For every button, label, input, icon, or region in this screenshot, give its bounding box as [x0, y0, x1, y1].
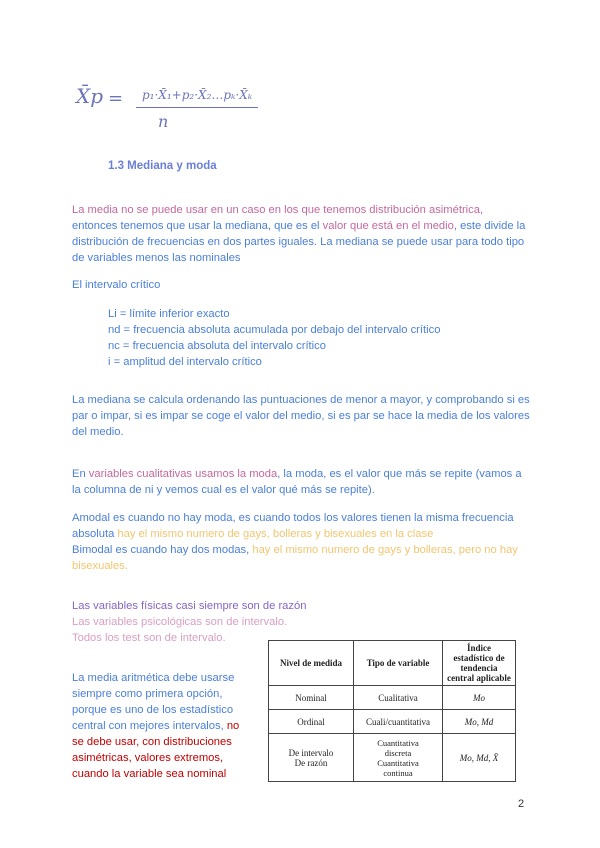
formula-numerator: p₁·X̄₁+p₂·X̄₂…pₖ·X̄ₖ: [142, 88, 253, 102]
tendencia-central-table: [268, 640, 516, 782]
formula-eq: =: [108, 88, 124, 109]
cell-nivel: [269, 734, 354, 782]
text: distribución de frecuencias en dos partes iguales. La mediana se puede usar para todo tipo: [72, 236, 525, 248]
cell-indice: Mo: [443, 686, 516, 710]
formula-denominator: n: [158, 112, 169, 131]
weighted-mean-formula: [70, 80, 290, 130]
intervalo-title: El intervalo crítico: [72, 279, 161, 291]
cell-indice: Mo, Md: [443, 710, 516, 734]
table-header-row: [269, 641, 516, 686]
header-indice: Índice estadístico de tendencia central aplicable: [443, 641, 516, 686]
cell-line: continua: [383, 767, 413, 778]
cell-line: Cuantitativa: [377, 737, 419, 748]
highlight-text: valor que está en el medio: [322, 220, 454, 232]
formula-lhs: X̄p: [76, 84, 104, 108]
page-number: 2: [518, 798, 525, 810]
text: absoluta: [72, 528, 118, 540]
definition-item: Li = límite inferior exacto: [108, 308, 230, 320]
line: asimétricas, valores extremos,: [72, 752, 224, 764]
header-tipo: Tipo de variable: [354, 641, 443, 686]
line: la columna de ni y vemos cual es el valor qué más se repite).: [72, 484, 375, 496]
mediana-paragraph: [72, 202, 542, 266]
text: entonces tenemos que usar la mediana, que es el: [72, 220, 323, 232]
cell-line: discreta: [384, 747, 412, 758]
definition-item: i = amplitud del intervalo crítico: [108, 356, 262, 368]
line: porque es uno de los estadístico: [72, 704, 234, 716]
section-title: 1.3 Mediana y moda: [108, 160, 217, 172]
line: [72, 250, 542, 266]
line: Las variables psicológicas son de intervalo.: [72, 616, 288, 628]
text: , este divide la: [453, 220, 526, 232]
line: [72, 466, 542, 482]
highlight-text: no: [226, 720, 240, 732]
cell-indice: Mo, Md, X̄: [443, 734, 516, 782]
highlight-text: variables cualitativas usamos la moda: [88, 468, 278, 480]
line: [72, 526, 542, 542]
fraction-bar: [136, 107, 258, 108]
definitions-list: [108, 306, 548, 370]
table-row: [269, 710, 516, 734]
line: Todos los test son de intervalo.: [72, 632, 226, 644]
amodal-bimodal-paragraph: [72, 510, 542, 574]
text: La media no se puede usar en un caso en los que tenemos distribución asimétrica,: [72, 204, 484, 216]
cell-line: Cuantitativa: [377, 757, 419, 768]
line: La mediana se calcula ordenando las puntuaciones de menor a mayor, y comprobando si es: [72, 394, 530, 406]
definition-item: nd = frecuencia absoluta acumulada por debajo del intervalo crítico: [108, 324, 441, 336]
line: [72, 542, 542, 558]
line: cuando la variable sea nominal: [72, 768, 227, 780]
text: , la moda, es el valor que más se repite (vamos a: [277, 468, 522, 480]
cell-line: De razón: [294, 757, 328, 768]
text: En: [72, 468, 89, 480]
cell-tipo: Cuali/cuantitativa: [354, 710, 443, 734]
line: Amodal es cuando no hay moda, es cuando todos los valores tienen la misma frecuencia: [72, 512, 514, 524]
cell-tipo: [354, 734, 443, 782]
line: siempre como primera opción,: [72, 688, 223, 700]
text: de variables menos las nominales: [72, 252, 241, 264]
moda-paragraph: [72, 466, 542, 498]
table-row: [269, 686, 516, 710]
line: Las variables físicas casi siempre son de razón: [72, 600, 307, 612]
highlight-text: hay el mismo numero de gays, bolleras y bisexuales en la clase: [117, 528, 434, 540]
line: [72, 718, 272, 734]
highlight-text: hay el mismo numero de gays y bolleras, pero no hay: [252, 544, 518, 556]
variables-paragraph: [72, 598, 372, 646]
text: Bimodal es cuando hay dos modas,: [72, 544, 253, 556]
line: bisexuales.: [72, 560, 128, 572]
definition-item: nc = frecuencia absoluta del intervalo crítico: [108, 340, 326, 352]
line: par o impar, si es impar se coge el valor del medio, si es par se hace la media de los valores: [72, 410, 530, 422]
line: del medio.: [72, 426, 124, 438]
line: [72, 234, 542, 250]
text: central con mejores intervalos,: [72, 720, 227, 732]
cell-nivel: Nominal: [269, 686, 354, 710]
table-row: [269, 734, 516, 782]
line: [72, 202, 542, 218]
header-nivel: Nivel de medida: [269, 641, 354, 686]
media-aritmetica-paragraph: [72, 670, 272, 782]
line: [72, 218, 542, 234]
mediana-calc-paragraph: [72, 392, 542, 440]
cell-tipo: Cualitativa: [354, 686, 443, 710]
line: se debe usar, con distribuciones: [72, 736, 232, 748]
line: La media aritmética debe usarse: [72, 672, 235, 684]
cell-line: De intervalo: [288, 747, 334, 758]
cell-nivel: Ordinal: [269, 710, 354, 734]
